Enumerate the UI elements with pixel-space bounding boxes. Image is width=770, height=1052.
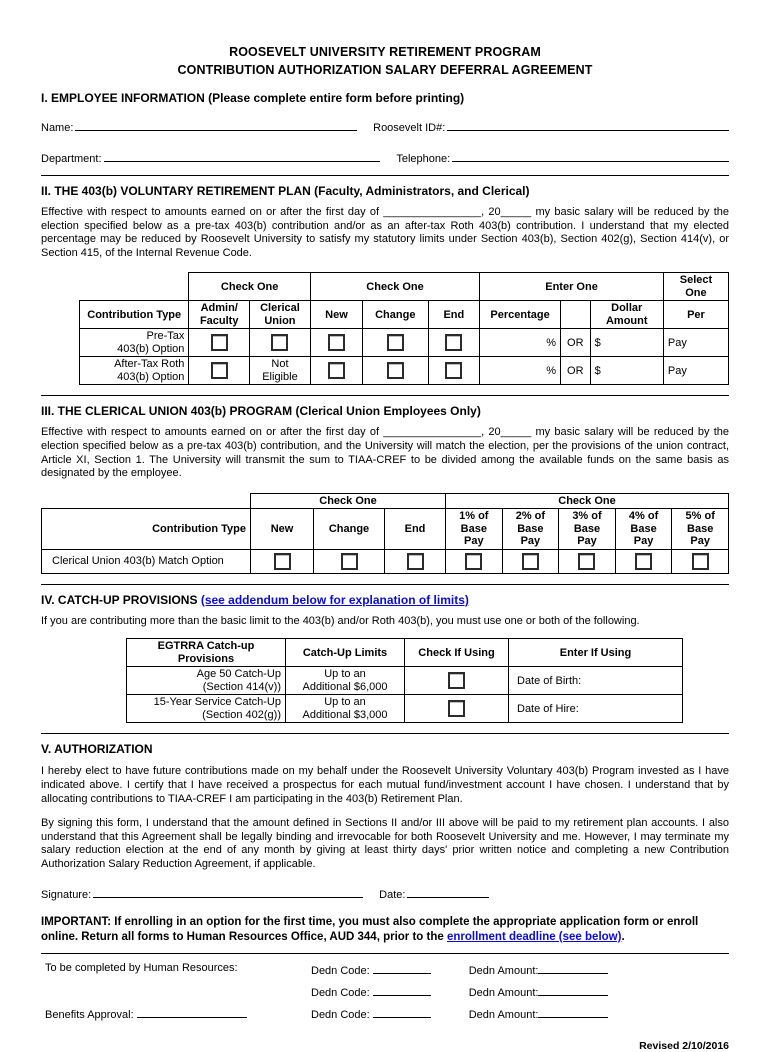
checkbox-clerical-1pct[interactable] [465, 553, 482, 570]
row-label-15-year-service [127, 695, 286, 723]
age-50-limit-line1: Up to an [324, 668, 366, 681]
label-roth-not-eligible [250, 357, 311, 385]
select-pretax-per[interactable] [663, 329, 728, 357]
checkbox-pretax-new[interactable] [328, 334, 345, 351]
checkbox-clerical-new-cell[interactable] [251, 549, 314, 573]
dedn-row-3 [311, 1006, 608, 1021]
header-clerical-union-line1: Clerical [260, 302, 300, 315]
input-pretax-percentage[interactable] [480, 329, 561, 357]
header-dollar-line1: Dollar [611, 302, 643, 315]
department-label: Department: [41, 153, 102, 165]
important-text-after-link: . [621, 930, 625, 943]
group-header-check-one-right: Check One [446, 493, 729, 509]
checkbox-pretax-clerical-union[interactable] [271, 334, 288, 351]
header-3pct-line2: Base Pay [573, 522, 601, 548]
dedn-amount-input-2[interactable] [538, 984, 608, 996]
checkbox-clerical-2pct-cell[interactable] [502, 549, 559, 573]
service-limit-line1: Up to an [324, 696, 366, 709]
table-group-header-row [42, 493, 729, 509]
row-label-after-tax-roth [80, 357, 189, 385]
department-row [41, 150, 729, 165]
table-column-header-row [127, 639, 683, 667]
signature-input-line[interactable] [93, 886, 363, 898]
clerical-union-table [41, 493, 729, 574]
divider-section-3 [41, 395, 729, 396]
header-catch-up-limits: Catch-Up Limits [286, 639, 405, 667]
age-50-limit-line2: Additional $6,000 [302, 680, 388, 693]
voluntary-plan-table [79, 272, 729, 385]
date-of-birth-label: Date of Birth: [517, 674, 582, 687]
group-header-enter-one: Enter One [480, 273, 664, 301]
benefits-approval-label: Benefits Approval: [45, 1008, 134, 1021]
checkbox-clerical-2pct[interactable] [522, 553, 539, 570]
header-clerical-union [250, 301, 311, 329]
section-4-paragraph: If you are contributing more than the basic limit to the 403(b) and/or Roth 403(b), you must use one or both of the following. [41, 614, 640, 627]
dollar-symbol: $ [594, 336, 601, 349]
checkbox-clerical-end-cell[interactable] [385, 549, 446, 573]
checkbox-clerical-end[interactable] [407, 553, 424, 570]
dedn-amount-input-1[interactable] [538, 962, 608, 974]
per-value: Pay [667, 336, 687, 349]
header-check-if-using: Check If Using [405, 639, 509, 667]
roosevelt-id-input-line[interactable] [447, 119, 729, 131]
section-5-paragraph-2: By signing this form, I understand that the amount defined in Sections II and/or III above will be paid to my retirement plan accounts. I also understand that this Agreement shall be legally binding and irrevocable for both Roosevelt University and me. However, I may terminate my salary reduction election at the end of any month by giving at least thirty days' prior written notice and completing a new Contribution Authorization Salary Reduction Agreement, if applicable. [41, 817, 729, 870]
row-label-pre-tax [80, 329, 189, 357]
checkbox-clerical-3pct[interactable] [578, 553, 595, 570]
section-3-heading: III. THE CLERICAL UNION 403(b) PROGRAM (Clerical Union Employees Only) [41, 404, 481, 419]
header-2pct-base-pay [502, 509, 559, 550]
header-1pct-line1: 1% of [459, 510, 489, 523]
header-clerical-union-line2: Union [264, 314, 296, 327]
dedn-code-label: Dedn Code: [311, 986, 370, 999]
revised-date: Revised 2/10/2016 [639, 1039, 729, 1052]
section-5-heading: V. AUTHORIZATION [41, 742, 153, 757]
row-label-after-tax-roth-line1: After-Tax Roth [114, 358, 185, 371]
addendum-link[interactable]: (see addendum below for explanation of limits) [200, 592, 469, 607]
table-column-header-row [42, 509, 729, 550]
limit-age-50 [286, 667, 405, 695]
per-value: Pay [667, 364, 687, 377]
checkbox-clerical-new[interactable] [274, 553, 291, 570]
checkbox-pretax-change[interactable] [387, 334, 404, 351]
checkbox-pretax-admin-faculty[interactable] [211, 334, 228, 351]
checkbox-roth-change-cell[interactable] [363, 357, 429, 385]
header-admin-faculty [189, 301, 250, 329]
divider-section-2 [41, 175, 729, 176]
label-pretax-or: OR [560, 329, 590, 357]
header-2pct-line2: Base Pay [517, 522, 544, 548]
header-5pct-line2: Base Pay [687, 522, 714, 548]
header-4pct-line1: 4% of [628, 510, 659, 523]
header-new: New [251, 509, 314, 550]
label-roth-or: OR [560, 357, 590, 385]
checkbox-clerical-4pct[interactable] [635, 553, 652, 570]
input-pretax-dollar-amount[interactable] [590, 329, 663, 357]
date-input-line[interactable] [407, 886, 489, 898]
header-admin-faculty-line2: Faculty [199, 314, 239, 327]
catch-up-provisions-table [126, 638, 683, 723]
important-notice [41, 915, 729, 945]
checkbox-roth-new[interactable] [328, 362, 345, 379]
header-5pct-base-pay [672, 509, 729, 550]
header-contribution-type: Contribution Type [42, 509, 251, 550]
select-roth-per[interactable] [663, 357, 728, 385]
checkbox-clerical-4pct-cell[interactable] [615, 549, 672, 573]
table-row [42, 549, 729, 573]
checkbox-clerical-5pct[interactable] [692, 553, 709, 570]
group-header-check-one-2: Check One [310, 273, 479, 301]
hr-use-only-block [41, 962, 729, 1034]
benefits-approval-input-line[interactable] [137, 1006, 247, 1018]
table-group-header-row [80, 273, 729, 301]
checkbox-roth-admin-faculty[interactable] [211, 362, 228, 379]
header-percentage: Percentage [480, 301, 561, 329]
document-title-line2: CONTRIBUTION AUTHORIZATION SALARY DEFERRAL AGREEMENT [177, 63, 593, 77]
spacer-cell [80, 273, 189, 301]
group-header-select-one: Select One [663, 273, 728, 301]
table-column-header-row [80, 301, 729, 329]
benefits-approval-row [45, 1006, 247, 1021]
enrollment-deadline-link[interactable]: enrollment deadline (see below) [446, 930, 622, 943]
header-new: New [310, 301, 362, 329]
checkbox-pretax-end-cell[interactable] [428, 329, 480, 357]
input-date-of-hire[interactable] [509, 695, 683, 723]
dedn-amount-label: Dedn Amount: [468, 1008, 539, 1021]
checkbox-clerical-change-cell[interactable] [314, 549, 385, 573]
header-contribution-type: Contribution Type [80, 301, 189, 329]
completed-by-hr-label: To be completed by Human Resources: [45, 961, 238, 974]
checkbox-roth-new-cell[interactable] [310, 357, 362, 385]
input-roth-percentage[interactable] [480, 357, 561, 385]
input-roth-dollar-amount[interactable] [590, 357, 663, 385]
dedn-code-label: Dedn Code: [311, 1008, 370, 1021]
divider-hr-section [41, 953, 729, 954]
limit-15-year-service [286, 695, 405, 723]
dedn-row-2 [311, 984, 608, 999]
table-row [127, 695, 683, 723]
name-label: Name: [41, 122, 74, 134]
dedn-code-input-3[interactable] [373, 1006, 431, 1018]
section-4-heading-main: IV. CATCH-UP PROVISIONS [41, 592, 198, 607]
header-dollar-amount [590, 301, 663, 329]
percent-symbol: % [546, 336, 556, 349]
percent-symbol: % [546, 364, 556, 377]
checkbox-pretax-clerical-union-cell[interactable] [250, 329, 311, 357]
header-end: End [385, 509, 446, 550]
row-label-pre-tax-line1: Pre-Tax [146, 330, 185, 343]
spacer-cell [42, 493, 251, 509]
checkbox-pretax-admin-faculty-cell[interactable] [189, 329, 250, 357]
checkbox-roth-admin-faculty-cell[interactable] [189, 357, 250, 385]
divider-section-4 [41, 584, 729, 585]
header-per: Per [663, 301, 728, 329]
row-label-after-tax-roth-line2: 403(b) Option [117, 370, 185, 383]
header-1pct-line2: Base Pay [460, 522, 487, 548]
dedn-amount-label: Dedn Amount: [468, 986, 539, 999]
checkbox-pretax-change-cell[interactable] [363, 329, 429, 357]
age-50-line2: (Section 414(v)) [202, 680, 281, 693]
date-of-hire-label: Date of Hire: [517, 702, 579, 715]
name-input-line[interactable] [75, 119, 357, 131]
checkbox-clerical-change[interactable] [341, 553, 358, 570]
dedn-amount-input-3[interactable] [538, 1006, 608, 1018]
divider-section-5 [41, 733, 729, 734]
section-4-heading [41, 593, 729, 607]
section-3-paragraph: Effective with respect to amounts earned on or after the first day of ________________, 20_____ my basic salary will be reduced by the election specified below as a pre-tax 403(b) contribution, and the University will match the election, per the provisions of the union contract, Article XI, Section 1. The University will transmit the sum to TIAA-CREF to be divided among the available funds on the same basis as designated by the employee. [41, 426, 729, 480]
dedn-code-input-2[interactable] [373, 984, 431, 996]
telephone-input-line[interactable] [452, 150, 729, 162]
dedn-code-input-1[interactable] [373, 962, 431, 974]
header-egtrra-catch-up-provisions: EGTRRA Catch-up Provisions [127, 639, 286, 667]
header-admin-faculty-line1: Admin/ [200, 302, 238, 315]
department-input-line[interactable] [104, 150, 381, 162]
header-5pct-line1: 5% of [685, 510, 715, 523]
checkbox-clerical-3pct-cell[interactable] [559, 549, 616, 573]
age-50-line1: Age 50 Catch-Up [196, 668, 281, 681]
name-row [41, 119, 729, 134]
checkbox-15-year-cell[interactable] [405, 695, 509, 723]
signature-label: Signature: [41, 888, 92, 901]
not-eligible-line2: Eligible [262, 370, 298, 383]
header-4pct-base-pay [615, 509, 672, 550]
important-label: IMPORTANT: [41, 915, 112, 928]
header-or-spacer [560, 301, 590, 329]
service-limit-line2: Additional $3,000 [302, 708, 388, 721]
dedn-row-1 [311, 962, 608, 977]
checkbox-roth-end-cell[interactable] [428, 357, 480, 385]
service-line2: (Section 402(g)) [202, 708, 281, 721]
dedn-amount-label: Dedn Amount: [468, 964, 539, 977]
header-4pct-line2: Base Pay [630, 522, 657, 548]
important-text-before-link: If enrolling in an option for the first time, you must also complete the appropriate application form or enroll online. Return all forms to Human Resources Office, AUD 344, prior to the [41, 915, 699, 943]
table-row [80, 357, 729, 385]
header-3pct-line1: 3% of [572, 510, 602, 523]
checkbox-clerical-1pct-cell[interactable] [446, 549, 503, 573]
dedn-code-label: Dedn Code: [311, 964, 370, 977]
checkbox-age-50-cell[interactable] [405, 667, 509, 695]
section-1-heading: I. EMPLOYEE INFORMATION (Please complete entire form before printing) [41, 91, 465, 105]
header-dollar-line2: Amount [605, 314, 648, 327]
header-change: Change [363, 301, 429, 329]
section-5-paragraph-1: I hereby elect to have future contributions made on my behalf under the Roosevelt University Voluntary 403(b) Program invested as I have indicated above. I certify that I have received a prospectus for each mutual fund/investment account I have chosen. I understand that by allocating contributions to TIAA-CREF I am participating in the 403(b) Retirement Plan. [41, 765, 729, 805]
header-change: Change [314, 509, 385, 550]
row-label-clerical-union-match: Clerical Union 403(b) Match Option [42, 549, 251, 573]
checkbox-pretax-new-cell[interactable] [310, 329, 362, 357]
row-label-pre-tax-line2: 403(b) Option [117, 342, 185, 355]
not-eligible-line1: Not [271, 358, 289, 371]
service-line1: 15-Year Service Catch-Up [153, 696, 281, 709]
header-enter-if-using: Enter If Using [509, 639, 683, 667]
table-row [127, 667, 683, 695]
dollar-symbol: $ [594, 364, 601, 377]
document-title-line1: ROOSEVELT UNIVERSITY RETIREMENT PROGRAM [229, 45, 541, 59]
checkbox-roth-end[interactable] [445, 362, 462, 379]
roosevelt-id-label: Roosevelt ID#: [373, 122, 446, 134]
header-2pct-line1: 2% of [515, 510, 546, 523]
checkbox-roth-change[interactable] [387, 362, 404, 379]
section-2-heading: II. THE 403(b) VOLUNTARY RETIREMENT PLAN (Faculty, Administrators, and Clerical) [41, 184, 530, 198]
row-label-age-50-catch-up [127, 667, 286, 695]
input-date-of-birth[interactable] [509, 667, 683, 695]
group-header-check-one-left: Check One [251, 493, 446, 509]
header-end: End [428, 301, 480, 329]
section-2-paragraph: Effective with respect to amounts earned on or after the first day of ________________, 20_____ my basic salary will be reduced by the election specified below as a pre-tax 403(b) contribution and/or as an after-tax Roth 403(b) contribution. I understand that my elected percentage may be reduced by Roosevelt University to satisfy my statutory limits under Section 403(b), Section 402(g), Section 414(v), or Section 415, of the Internal Revenue Code. [41, 206, 729, 259]
checkbox-15-year-service[interactable] [448, 700, 465, 717]
signature-row [41, 886, 729, 901]
checkbox-pretax-end[interactable] [445, 334, 462, 351]
date-label: Date: [379, 888, 406, 901]
group-header-check-one-1: Check One [189, 273, 311, 301]
header-1pct-base-pay [446, 509, 503, 550]
checkbox-age-50-catch-up[interactable] [448, 672, 465, 689]
table-row [80, 329, 729, 357]
telephone-label: Telephone: [396, 153, 451, 165]
checkbox-clerical-5pct-cell[interactable] [672, 549, 729, 573]
header-3pct-base-pay [559, 509, 616, 550]
